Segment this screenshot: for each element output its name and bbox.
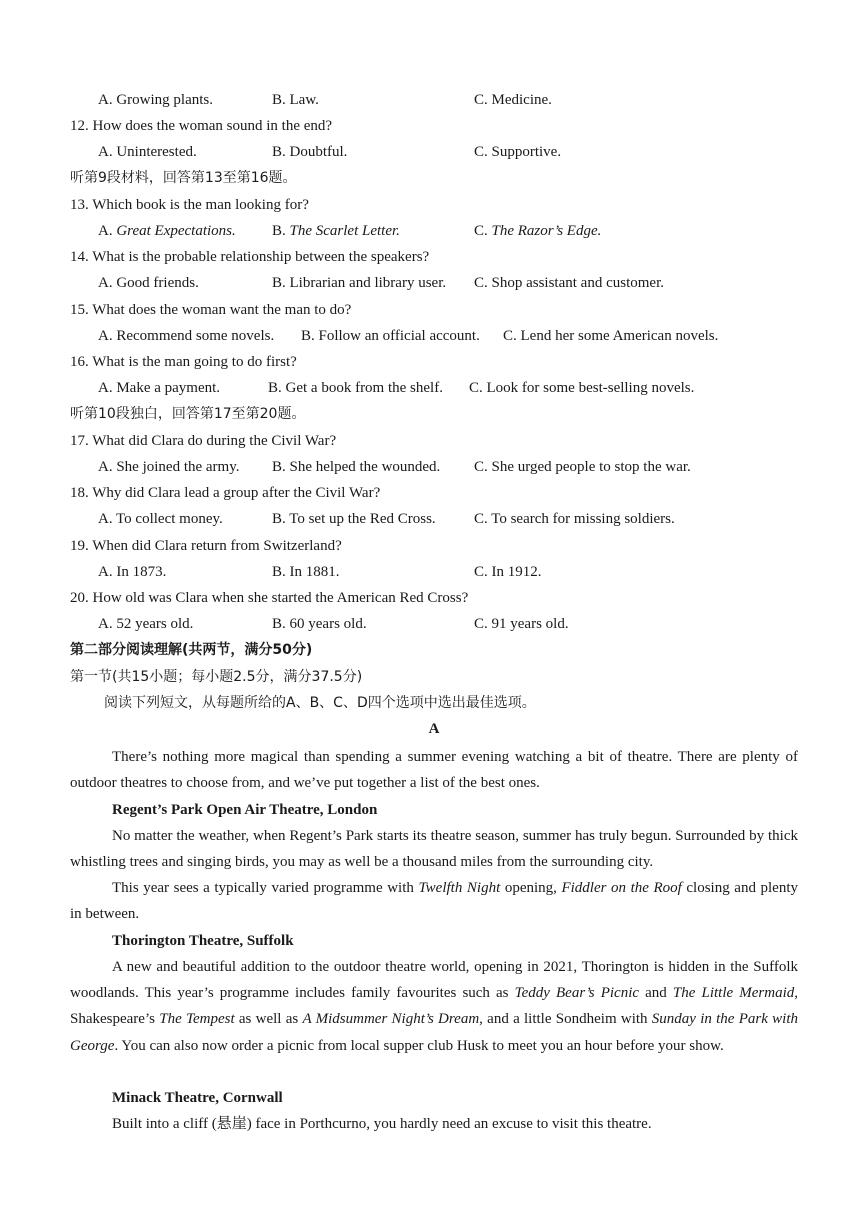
q16-stem: 16. What is the man going to do first?	[70, 354, 297, 370]
heading-thorington: Thorington Theatre, Suffolk	[112, 933, 294, 949]
q11-option-b: B. Law.	[272, 92, 319, 108]
q20-option-c: C. 91 years old.	[474, 616, 569, 632]
passage-label: A	[428, 721, 440, 737]
q13-option-b-title: The Scarlet Letter.	[289, 223, 400, 239]
section-9-heading: 听第9段材料，回答第13至第16题。	[70, 170, 297, 186]
minack-paragraph: Built into a cliff (悬崖) face in Porthcurno, you hardly need an excuse to visit this theatre.	[112, 1116, 652, 1132]
play-title: Fiddler on the Roof	[561, 880, 682, 896]
heading-regents-park: Regent’s Park Open Air Theatre, London	[112, 802, 378, 818]
q16-option-a: A. Make a payment.	[98, 380, 221, 396]
q11-option-a: A. Growing plants.	[98, 92, 213, 108]
part-2-heading: 第二部分阅读理解(共两节，满分50分)	[70, 642, 313, 658]
q13-option-b	[272, 220, 400, 242]
q17-stem: 17. What did Clara do during the Civil War?	[70, 433, 337, 449]
q12-option-b: B. Doubtful.	[272, 144, 348, 160]
play-title: Teddy Bear’s Picnic	[514, 985, 640, 1002]
play-title: Sunday in the Park with George	[70, 1011, 798, 1054]
q15-option-b: B. Follow an official account.	[301, 328, 480, 344]
text-run: opening,	[500, 880, 562, 896]
text-run: A new and beautiful addition to the outdoor theatre world, opening in 2021, Thorington is hidden in the Suffolk woodlands. This year’s programme includes family favourites such as	[70, 959, 798, 1002]
q13-option-c	[474, 220, 601, 242]
q18-option-c: C. To search for missing soldiers.	[474, 511, 675, 527]
q12-option-c: C. Supportive.	[474, 144, 562, 160]
thorington-paragraph	[70, 954, 798, 1059]
play-title: A Midsummer Night’s Dream	[302, 1011, 480, 1028]
q12-option-a: A. Uninterested.	[98, 144, 197, 160]
q14-option-b: B. Librarian and library user.	[272, 275, 447, 291]
text-run: . You can also now order a picnic from local supper club Husk to meet you an hour before your show.	[114, 1037, 724, 1054]
play-title: The Tempest	[159, 1011, 235, 1028]
q14-stem: 14. What is the probable relationship between the speakers?	[70, 249, 430, 265]
section-10-heading: 听第10段独白，回答第17至第20题。	[70, 406, 306, 422]
q17-option-a: A. She joined the army.	[98, 459, 240, 475]
q13-option-b-letter: B.	[272, 223, 286, 239]
section-1-heading: 第一节(共15小题；每小题2.5分，满分37.5分)	[70, 669, 363, 685]
text-run: , and a little Sondheim with	[479, 1011, 652, 1028]
passage-intro: There’s nothing more magical than spending a summer evening watching a bit of theatre. There are plenty of outdoor theatres to choose from, and we’ve put together a list of the best ones.	[70, 749, 798, 792]
q16-option-c: C. Look for some best-selling novels.	[469, 380, 695, 396]
heading-minack: Minack Theatre, Cornwall	[112, 1090, 283, 1106]
q16-option-b: B. Get a book from the shelf.	[268, 380, 443, 396]
q13-option-c-title: The Razor’s Edge.	[491, 223, 602, 239]
text-run: and	[639, 985, 673, 1002]
q18-option-a: A. To collect money.	[98, 511, 223, 527]
q14-option-c: C. Shop assistant and customer.	[474, 275, 664, 291]
q20-option-a: A. 52 years old.	[98, 616, 194, 632]
play-title: Twelfth Night	[418, 880, 501, 896]
text-run: as well as	[234, 1011, 303, 1028]
q12-stem: 12. How does the woman sound in the end?	[70, 118, 333, 134]
q18-stem: 18. Why did Clara lead a group after the Civil War?	[70, 485, 381, 501]
q15-option-c: C. Lend her some American novels.	[503, 328, 719, 344]
regents-park-paragraph-2	[70, 875, 798, 927]
instructions: 阅读下列短文，从每题所给的A、B、C、D四个选项中选出最佳选项。	[104, 695, 536, 711]
q15-option-a: A. Recommend some novels.	[98, 328, 275, 344]
regents-park-paragraph-1: No matter the weather, when Regent’s Park starts its theatre season, summer has truly begun. Surrounded by thick whistling trees and singing birds, you may as well be a thousand miles from the surrounding city.	[70, 828, 798, 871]
q13-stem: 13. Which book is the man looking for?	[70, 197, 309, 213]
text-run: , Shakespeare’s	[70, 985, 798, 1028]
q19-option-a: A. In 1873.	[98, 564, 167, 580]
q19-stem: 19. When did Clara return from Switzerland?	[70, 538, 342, 554]
q20-option-b: B. 60 years old.	[272, 616, 367, 632]
q19-option-c: C. In 1912.	[474, 564, 542, 580]
q18-option-b: B. To set up the Red Cross.	[272, 511, 436, 527]
q13-option-a	[98, 220, 236, 242]
q17-option-c: C. She urged people to stop the war.	[474, 459, 691, 475]
q17-option-b: B. She helped the wounded.	[272, 459, 441, 475]
q15-stem: 15. What does the woman want the man to do?	[70, 302, 352, 318]
q19-option-b: B. In 1881.	[272, 564, 340, 580]
q13-option-a-letter: A.	[98, 223, 113, 239]
q13-option-a-title: Great Expectations.	[116, 223, 236, 239]
q13-option-c-letter: C.	[474, 223, 488, 239]
q11-option-c: C. Medicine.	[474, 92, 552, 108]
text-run: closing and plenty in between.	[70, 880, 799, 923]
q20-stem: 20. How old was Clara when she started the American Red Cross?	[70, 590, 469, 606]
q14-option-a: A. Good friends.	[98, 275, 199, 291]
text-run: This year sees a typically varied programme with	[112, 880, 419, 896]
play-title: The Little Mermaid	[672, 985, 795, 1002]
